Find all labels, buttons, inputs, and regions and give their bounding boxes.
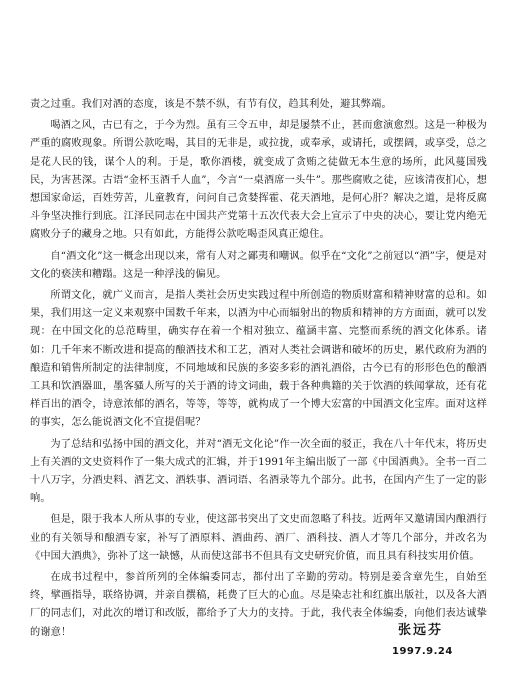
paragraph-4: 所谓文化，就广义而言，是指人类社会历史实践过程中所创造的物质财富和精神财富的总和。如果，我们用这一定义来观察中国数千年来，以酒为中心而辐射出的物质和精神的方方面面，就可以发现：在中国文化的总范畴里，确实存在着一个相对独立、蕴涵丰富、完整而系统的酒文化体系。诸如：几千年来不断改进和提高的酿酒技术和工艺，酒对人类社会调谐和破坏的历史，累代政府为酒的酿造和销售所制定的法律制度，不同地域和民族的多姿多彩的酒礼酒俗，古今已有的形形色色的酿酒工具和饮酒器皿，墨客骚人所写的关于酒的诗文词曲，载于各种典籍的关于饮酒的轶闻掌故，还有花样百出的酒令，诗意浓郁的酒名，等等，等等，就构成了一个博大宏富的中国酒文化宝库。面对这样的事实，怎么能说酒文化不宜提倡呢？ — [30, 290, 487, 429]
paragraph-3: 自“酒文化”这一概念出现以来，常有人对之鄙夷和嘲讽。似乎在“文化”之前冠以“酒”字，便是对文化的亵渎和糟蹋。这是一种浮浅的偏见。 — [30, 250, 487, 280]
preface-body — [30, 96, 487, 645]
paragraph-7: 在成书过程中，参首所列的全体编委同志，都付出了辛勤的劳动。特别是姜含章先生，自始至终，擘画指导，联络协调，并亲自撰稿，耗费了巨大的心血。尽是染志社和红旗出版社，以及各大酒厂的同志们，对此次的增订和改版，都给予了大力的支持。于此，我代表全体编委，向他们表达诚挚的谢意！ — [30, 572, 487, 638]
author-signature: 张远芬 — [398, 623, 444, 638]
paragraph-5: 为了总结和弘扬中国的酒文化，并对“酒无文化论”作一次全面的驳正，我在八十年代末，将历史上有关酒的文史资料作了一集大成式的汇辑，并于1991年主编出版了一部《中国酒典》。全书一百二十八万字，分酒史料、酒艺文、酒轶事、酒词语、名酒录等九个部分。此书，在国内产生了一定的影响。 — [30, 438, 487, 505]
paragraph-2: 喝酒之风，古已有之，于今为烈。虽有三令五申，却是屡禁不止，甚而愈演愈烈。这是一种极为严重的腐败现象。所谓公款吃喝，其目的无非是，或拉拢，或奉承，或请托，或摆阔，或享受，总之是花人民的钱，谋个人的利。于是，歌你酒楼，就变成了贪贿之徒做无本生意的场所，此风蔓国残民，为害甚深。古语“金杯玉酒千人血”，今言“一桌酒席一头牛”。那些腐败之徒，应该清夜扪心，想想国家命运，百姓劳苦，儿童教育，问问自己贪婪挥霍、花天酒地，是何心肝？解决之道，是将反腐斗争坚决推行到底。江泽民同志在中国共产党第十五次代表大会上宣示了中央的决心，要让党内绝无腐败分子的藏身之地。只有如此，方能得公款吃喝歪风真正熄住。 — [30, 120, 487, 241]
paragraph-6: 但是，限于我本人所从事的专业，使这部书突出了文史而忽略了科技。近两年又邀请国内酿酒行业的有关领导和酿酒专家，补写了酒原料、酒曲药、酒厂、酒科技、酒人才等几个部分，并改名为《中国大酒典》，弥补了这一缺憾，从而使这部书不但具有文史研究价值，而且具有科技实用价值。 — [30, 514, 487, 562]
signature-date: 1997.9.24 — [392, 646, 453, 657]
paragraph-1: 责之过重。我们对酒的态度，该是不禁不纵，有节有仪，趋其利处，避其弊端。 — [30, 99, 392, 110]
